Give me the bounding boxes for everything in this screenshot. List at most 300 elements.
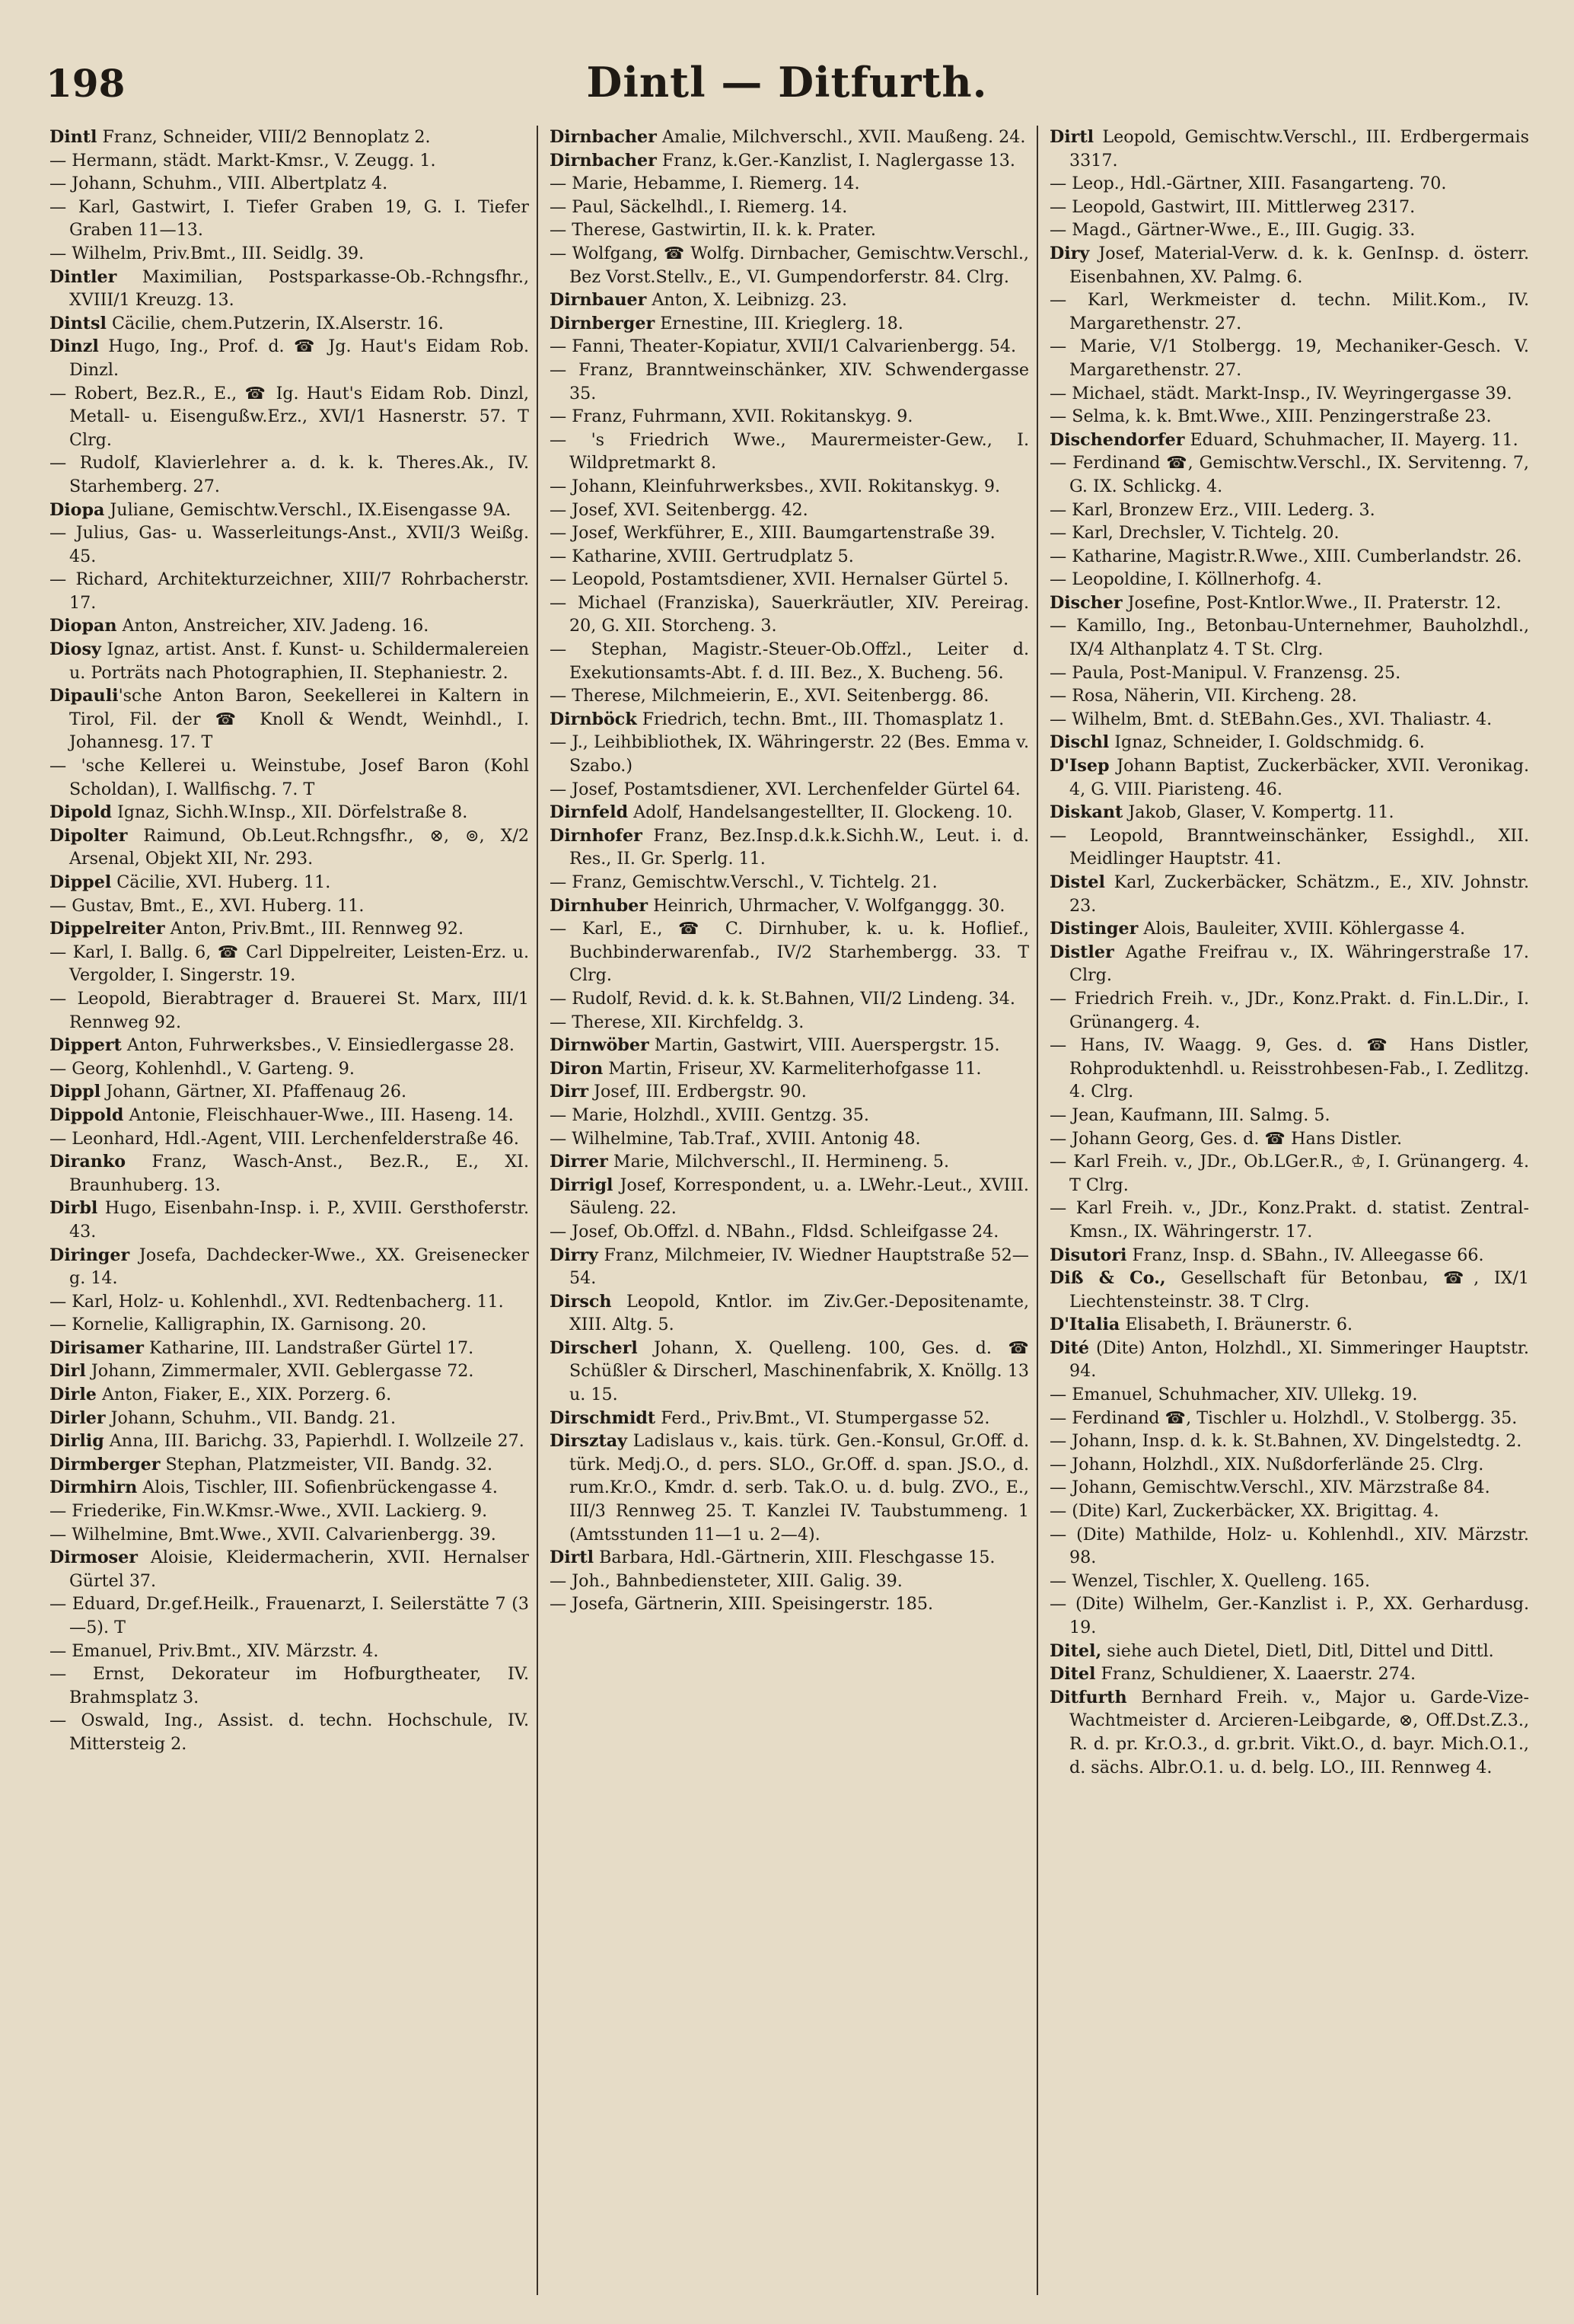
entry-text: Franz, Wasch-Anst., Bez.R., E., XI. Braunhuberg. 13. <box>69 1152 529 1195</box>
entry-text: — Josef, Ob.Offzl. d. NBahn., Fldsd. Schleifgasse 24. <box>550 1221 999 1242</box>
entry-surname: Dirrigl <box>550 1175 613 1195</box>
entry-surname: Dippold <box>49 1105 124 1125</box>
directory-entry <box>1050 1034 1529 1104</box>
page-number: 198 <box>46 61 126 106</box>
entry-text: Adolf, Handelsangestellter, II. Glockeng. 10. <box>628 802 1013 823</box>
entry-surname: Dirmberger <box>49 1454 161 1474</box>
entry-text: — Ernst, Dekorateur im Hofburgtheater, IV. Brahmsplatz 3. <box>49 1664 529 1707</box>
entry-surname: Diry <box>1050 243 1090 263</box>
directory-entry <box>550 638 1029 684</box>
entry-text: Ferd., Priv.Bmt., VI. Stumpergasse 52. <box>655 1407 990 1428</box>
entry-surname: Dirnbauer <box>550 290 647 311</box>
directory-entry <box>1050 499 1529 522</box>
entry-surname: Dirnhuber <box>550 895 648 916</box>
column-divider <box>1037 126 1038 2295</box>
entry-text: Ernestine, III. Krieglerg. 18. <box>655 313 903 333</box>
directory-entry <box>550 172 1029 196</box>
entry-surname: Dirr <box>550 1082 589 1102</box>
entry-text: — (Dite) Mathilde, Holz- u. Kohlenhdl., XIV. Märzstr. 98. <box>1050 1524 1529 1568</box>
entry-text: Gesellschaft für Betonbau, ☎, IX/1 Liechtensteinstr. 38. T Clrg. <box>1069 1268 1529 1312</box>
directory-entry <box>550 126 1029 149</box>
entry-surname: Dirle <box>49 1385 97 1405</box>
entry-text: — Wenzel, Tischler, X. Quelleng. 165. <box>1050 1570 1371 1591</box>
entry-text: — Selma, k. k. Bmt.Wwe., XIII. Penzingerstraße 23. <box>1050 406 1492 427</box>
entry-text: — Eduard, Dr.gef.Heilk., Frauenarzt, I. Seilerstätte 7 (3—5). T <box>49 1594 529 1637</box>
entry-surname: Ditel, <box>1050 1640 1102 1661</box>
directory-entry <box>49 871 529 894</box>
directory-entry <box>49 1360 529 1383</box>
directory-entry <box>550 1546 1029 1570</box>
entry-surname: Dipold <box>49 802 112 823</box>
directory-entry <box>1050 871 1529 917</box>
entry-text: Stephan, Platzmeister, VII. Bandg. 32. <box>160 1454 493 1474</box>
directory-entry <box>49 824 529 871</box>
entry-text: Cäcilie, chem.Putzerin, IX.Alserstr. 16. <box>106 313 444 333</box>
entry-surname: Dirbl <box>49 1198 98 1219</box>
entry-surname: Diron <box>550 1058 604 1079</box>
entry-text: — (Dite) Karl, Zuckerbäcker, XX. Brigittag. 4. <box>1050 1501 1439 1522</box>
entry-text: Eduard, Schuhmacher, II. Mayerg. 11. <box>1184 429 1518 450</box>
entry-text: — Gustav, Bmt., E., XVI. Huberg. 11. <box>49 895 365 916</box>
entry-text: — Karl Freih. v., JDr., Ob.LGer.R., ♔, I. Grünangerg. 4. T Clrg. <box>1050 1152 1529 1195</box>
directory-entry <box>1050 1337 1529 1383</box>
directory-entry <box>1050 591 1529 615</box>
entry-text: — Richard, Architekturzeichner, XIII/7 Rohrbacherstr. 17. <box>49 569 529 613</box>
directory-entry <box>49 1337 529 1360</box>
directory-entry <box>1050 917 1529 941</box>
directory-entry <box>49 1290 529 1314</box>
directory-entry <box>550 242 1029 289</box>
entry-text: — Karl, Holz- u. Kohlenhdl., XVI. Redtenbacherg. 11. <box>49 1291 504 1312</box>
entry-surname: Dirisamer <box>49 1337 144 1358</box>
entry-text: — Leonhard, Hdl.-Agent, VIII. Lerchenfelderstraße 46. <box>49 1128 519 1149</box>
entry-text: — Paul, Säckelhdl., I. Riemerg. 14. <box>550 196 848 217</box>
entry-surname: Dirmoser <box>49 1548 138 1568</box>
entry-text: Anton, Fiaker, E., XIX. Porzerg. 6. <box>96 1385 392 1405</box>
entry-text: Aloisie, Kleidermacherin, XVII. Hernalser Gürtel 37. <box>69 1548 529 1591</box>
entry-text: 'sche Anton Baron, Seekellerei in Kaltern in Tirol, Fil. der ☎ Knoll & Wendt, Weinhdl., I. Johannesg. 17. T <box>69 686 529 753</box>
entry-text: Martin, Friseur, XV. Karmeliterhofgasse 11. <box>603 1058 982 1079</box>
entry-text: Hugo, Ing., Prof. d. ☎ Jg. Haut's Eidam Rob. Dinzl. <box>69 336 529 380</box>
entry-surname: Diopa <box>49 499 105 520</box>
entry-text: — J., Leihbibliothek, IX. Währingerstr. 22 (Bes. Emma v. Szabo.) <box>550 732 1029 776</box>
entry-text: — Stephan, Magistr.-Steuer-Ob.Offzl., Leiter d. Exekutionsamts-Abt. f. d. III. Bez., X. Bucheng. 56. <box>550 639 1029 683</box>
entry-text: — Karl, I. Ballg. 6, ☎ Carl Dippelreiter, Leisten-Erz. u. Vergolder, I. Singerstr. 19. <box>49 942 529 986</box>
directory-entry <box>1050 941 1529 987</box>
directory-entry <box>49 382 529 452</box>
directory-entry <box>550 1174 1029 1220</box>
entry-surname: Dirnböck <box>550 709 637 729</box>
directory-entry <box>1050 568 1529 591</box>
directory-entry <box>550 289 1029 312</box>
directory-entry <box>49 1057 529 1081</box>
directory-entry <box>1050 661 1529 685</box>
entry-text: — Magd., Gärtner-Wwe., E., III. Gugig. 33. <box>1050 220 1416 241</box>
directory-entry <box>1050 405 1529 429</box>
directory-entry <box>550 1407 1029 1430</box>
entry-surname: Diß & Co., <box>1050 1268 1166 1289</box>
directory-entry <box>1050 521 1529 545</box>
entry-text: Josef, III. Erdbergstr. 90. <box>588 1082 807 1102</box>
entry-text: — Katharine, XVIII. Gertrudplatz 5. <box>550 546 854 566</box>
entry-text: — Emanuel, Schuhmacher, XIV. Ullekg. 19. <box>1050 1385 1418 1405</box>
entry-text: — Josef, XVI. Seitenbergg. 42. <box>550 499 808 520</box>
directory-entry <box>49 149 529 173</box>
entry-surname: Dirnhofer <box>550 825 642 846</box>
directory-entry <box>1050 1407 1529 1430</box>
entry-text: Hugo, Eisenbahn-Insp. i. P., XVIII. Gersthoferstr. 43. <box>69 1198 529 1242</box>
entry-text: — Franz, Gemischtw.Verschl., V. Tichtelg. 21. <box>550 872 938 892</box>
directory-entry <box>550 218 1029 242</box>
entry-text: — Leop., Hdl.-Gärtner, XIII. Fasangarteng. 70. <box>1050 174 1447 194</box>
directory-entry <box>1050 1453 1529 1477</box>
entry-text: — Rudolf, Klavierlehrer a. d. k. k. Theres.Ak., IV. Starhemberg. 27. <box>49 453 529 496</box>
entry-text: — Karl Freih. v., JDr., Konz.Prakt. d. statist. Zentral-Kmsn., IX. Währingerstr. 17. <box>1050 1198 1529 1242</box>
directory-entry <box>49 126 529 149</box>
directory-entry <box>49 1453 529 1477</box>
directory-entry <box>49 1592 529 1639</box>
directory-entry <box>550 1220 1029 1244</box>
entry-text: — 'sche Kellerei u. Weinstube, Josef Baron (Kohl Scholdan), I. Wallfischg. 7. T <box>49 756 529 799</box>
directory-entry <box>550 1150 1029 1174</box>
directory-entry <box>49 1640 529 1663</box>
entry-surname: Dippert <box>49 1035 122 1056</box>
directory-entry <box>550 1337 1029 1407</box>
column-3 <box>1050 126 1529 2303</box>
entry-surname: D'Isep <box>1050 756 1110 776</box>
directory-entry <box>550 871 1029 894</box>
entry-surname: Dintler <box>49 266 117 287</box>
directory-entry <box>550 429 1029 475</box>
entry-text: — Franz, Branntweinschänker, XIV. Schwendergasse 35. <box>550 359 1029 403</box>
entry-text: — Fanni, Theater-Kopiatur, XVII/1 Calvarienbergg. 54. <box>550 336 1016 357</box>
directory-entry <box>1050 382 1529 406</box>
entry-text: Alois, Tischler, III. Sofienbrückengasse 4. <box>137 1478 498 1498</box>
entry-text: — Katharine, Magistr.R.Wwe., XIII. Cumberlandstr. 26. <box>1050 546 1522 566</box>
page-header <box>0 53 1574 129</box>
column-2 <box>550 126 1029 2303</box>
directory-entry <box>49 172 529 196</box>
entry-text: — Marie, V/1 Stolbergg. 19, Mechaniker-Gesch. V. Margarethenstr. 27. <box>1050 336 1529 380</box>
entry-text: — Paula, Post-Manipul. V. Franzensg. 25. <box>1050 662 1401 683</box>
directory-entry <box>550 801 1029 824</box>
directory-entry <box>550 1080 1029 1104</box>
entry-text: — Wilhelmine, Tab.Traf., XVIII. Antonig 48. <box>550 1128 921 1149</box>
entry-surname: Dirschmidt <box>550 1407 656 1428</box>
directory-entry <box>49 499 529 522</box>
directory-entry <box>550 1034 1029 1057</box>
entry-surname: Dischendorfer <box>1050 429 1185 450</box>
entry-text: — Georg, Kohlenhdl., V. Garteng. 9. <box>49 1058 355 1079</box>
directory-entry <box>1050 754 1529 801</box>
entry-text: Leopold, Gemischtw.Verschl., III. Erdbergermais 3317. <box>1069 127 1529 171</box>
entry-text: Franz, Schneider, VIII/2 Bennoplatz 2. <box>97 127 431 147</box>
entry-text: Raimund, Ob.Leut.Rchngsfhr., ⊗, ⊚, X/2 Arsenal, Objekt XII, Nr. 293. <box>69 825 529 869</box>
directory-entry <box>49 1127 529 1151</box>
entry-text: Johann Baptist, Zuckerbäcker, XVII. Veronikag. 4, G. VIII. Piaristeng. 46. <box>1069 756 1529 799</box>
column-divider <box>537 126 538 2295</box>
entry-surname: Dirsch <box>550 1291 612 1312</box>
entry-text: — Wilhelmine, Bmt.Wwe., XVII. Calvarienbergg. 39. <box>49 1524 496 1545</box>
entry-text: — Ferdinand ☎, Gemischtw.Verschl., IX. Servitenng. 7, G. IX. Schlickg. 4. <box>1050 453 1529 496</box>
entry-text: — Wilhelm, Priv.Bmt., III. Seidlg. 39. <box>49 243 365 263</box>
directory-entry <box>1050 1150 1529 1197</box>
entry-surname: Dischl <box>1050 732 1110 753</box>
entry-text: — Johann, Gemischtw.Verschl., XIV. Märzstraße 84. <box>1050 1478 1490 1498</box>
directory-entry <box>1050 731 1529 754</box>
entry-surname: D'Italia <box>1050 1315 1120 1335</box>
entry-text: — Kamillo, Ing., Betonbau-Unternehmer, Bauholzhdl., IX/4 Althanplatz 4. T St. Clrg. <box>1050 616 1529 660</box>
entry-surname: Dipolter <box>49 825 128 846</box>
directory-entry <box>550 359 1029 405</box>
entry-surname: Discher <box>1050 592 1123 613</box>
entry-text: — Leopold, Bierabtrager d. Brauerei St. Marx, III/1 Rennweg 92. <box>49 988 529 1032</box>
directory-entry <box>49 1383 529 1407</box>
entry-surname: Dippl <box>49 1082 101 1102</box>
directory-entry <box>550 475 1029 499</box>
directory-entry <box>1050 1523 1529 1570</box>
directory-entry <box>1050 824 1529 871</box>
entry-text: Leopold, Kntlor. im Ziv.Ger.-Depositenamte, XIII. Altg. 5. <box>569 1291 1029 1335</box>
directory-entry <box>550 499 1029 522</box>
entry-text: Anna, III. Barichg. 33, Papierhdl. I. Wollzeile 27. <box>104 1431 524 1452</box>
directory-entry <box>49 1150 529 1197</box>
entry-text: Franz, Bez.Insp.d.k.k.Sichh.W., Leut. i. d. Res., II. Gr. Sperlg. 11. <box>569 825 1029 869</box>
directory-entry <box>49 1104 529 1127</box>
entry-text: — Josef, Postamtsdiener, XVI. Lerchenfelder Gürtel 64. <box>550 779 1021 799</box>
entry-text: — Johann, Kleinfuhrwerksbes., XVII. Rokitanskyg. 9. <box>550 476 1001 496</box>
entry-text: Ignaz, artist. Anst. f. Kunst- u. Schildermalereien u. Porträts nach Photographien, II. Stephaniestr. 2. <box>69 639 529 683</box>
directory-entry <box>49 1476 529 1500</box>
directory-entry <box>550 335 1029 359</box>
entry-text: — Johann, Insp. d. k. k. St.Bahnen, XV. Dingelstedtg. 2. <box>1050 1431 1522 1452</box>
directory-entry <box>1050 289 1529 335</box>
directory-entry <box>1050 1686 1529 1779</box>
directory-entry <box>49 987 529 1034</box>
entry-text: Franz, Insp. d. SBahn., IV. Alleegasse 66. <box>1126 1245 1484 1265</box>
directory-entry <box>550 1104 1029 1127</box>
entry-surname: Ditfurth <box>1050 1687 1127 1707</box>
entry-text: Josefine, Post-Kntlor.Wwe., II. Praterstr. 12. <box>1122 592 1502 613</box>
entry-text: — Kornelie, Kalligraphin, IX. Garnisong. 20. <box>49 1315 427 1335</box>
entry-surname: Dintsl <box>49 313 107 333</box>
directory-entry <box>49 1663 529 1709</box>
directory-entry <box>550 1011 1029 1034</box>
entry-text: — Johann, Holzhdl., XIX. Nußdorferlände 25. Clrg. <box>1050 1454 1484 1474</box>
directory-entry <box>49 894 529 918</box>
directory-entry <box>550 196 1029 219</box>
directory-entry <box>1050 451 1529 498</box>
directory-entry <box>49 1407 529 1430</box>
directory-entry <box>49 196 529 242</box>
directory-entry <box>49 1709 529 1755</box>
directory-entry <box>550 987 1029 1011</box>
entry-surname: Dirnbacher <box>550 127 657 147</box>
directory-entry <box>550 405 1029 429</box>
directory-entry <box>49 1523 529 1547</box>
directory-entry <box>49 1313 529 1337</box>
directory-entry <box>1050 1197 1529 1243</box>
entry-surname: Dirnberger <box>550 313 655 333</box>
directory-entry <box>49 754 529 801</box>
directory-entry <box>49 242 529 266</box>
entry-surname: Dirtl <box>550 1548 594 1568</box>
entry-surname: Dirsztay <box>550 1431 627 1452</box>
directory-entry <box>1050 1383 1529 1407</box>
entry-text: — Franz, Fuhrmann, XVII. Rokitanskyg. 9. <box>550 406 913 427</box>
entry-text: siehe auch Dietel, Dietl, Ditl, Dittel und Dittl. <box>1101 1640 1494 1661</box>
directory-entry <box>49 684 529 754</box>
entry-text: — Johann, Schuhm., VIII. Albertplatz 4. <box>49 174 388 194</box>
directory-entry <box>49 917 529 941</box>
directory-entry <box>550 1592 1029 1616</box>
entry-text: — Karl, E., ☎ C. Dirnhuber, k. u. k. Hoflief., Buchbinderwarenfab., IV/2 Starhembergg. 33. T Clrg. <box>550 919 1029 986</box>
entry-surname: Distinger <box>1050 919 1139 939</box>
directory-entry <box>1050 987 1529 1034</box>
directory-entry <box>550 591 1029 638</box>
entry-text: Ladislaus v., kais. türk. Gen.-Konsul, Gr.Off. d. türk. Medj.O., d. pers. SLO., Gr.Off. d. span. JS.O., d. rum.Kr.O., Kmdr. d. serb. Tak.O. u. d. bulg. ZVO., E., III/3 Rennweg 25. T. Kanzlei IV. Taubstummeng. 1 (Amtsstunden 11—1 u. 2—4). <box>569 1431 1029 1545</box>
entry-text: Juliane, Gemischtw.Verschl., IX.Eisengasse 9A. <box>104 499 511 520</box>
entry-text: — Therese, Milchmeierin, E., XVI. Seitenbergg. 86. <box>550 686 989 706</box>
directory-entry <box>550 731 1029 777</box>
entry-surname: Diopan <box>49 616 117 636</box>
entry-text: — Julius, Gas- u. Wasserleitungs-Anst., XVII/3 Weißg. 45. <box>49 523 529 566</box>
directory-entry <box>550 917 1029 987</box>
directory-entry <box>49 1197 529 1243</box>
directory-entry <box>1050 708 1529 732</box>
entry-surname: Dité <box>1050 1337 1090 1358</box>
directory-entry <box>1050 429 1529 452</box>
entry-text: — Leopoldine, I. Köllnerhofg. 4. <box>1050 569 1322 590</box>
entry-surname: Ditel <box>1050 1664 1096 1685</box>
directory-entry <box>1050 1476 1529 1500</box>
directory-entry <box>1050 801 1529 824</box>
column-1 <box>49 126 529 2303</box>
entry-text: Josef, Korrespondent, u. a. LWehr.-Leut., XVIII. Säuleng. 22. <box>569 1175 1029 1219</box>
entry-text: Josef, Material-Verw. d. k. k. GenInsp. d. österr. Eisenbahnen, XV. Palmg. 6. <box>1069 243 1529 287</box>
entry-text: Anton, X. Leibnizg. 23. <box>646 290 848 311</box>
entry-text: — Joh., Bahnbediensteter, XIII. Galig. 39. <box>550 1570 903 1591</box>
entry-text: — Wilhelm, Bmt. d. StEBahn.Ges., XVI. Thaliastr. 4. <box>1050 709 1493 729</box>
directory-entry <box>49 1080 529 1104</box>
entry-text: — Karl, Werkmeister d. techn. Milit.Kom., IV. Margarethenstr. 27. <box>1050 290 1529 333</box>
entry-text: Johann, Gärtner, XI. Pfaffenaug 26. <box>100 1082 407 1102</box>
directory-entry <box>1050 614 1529 661</box>
entry-text: Anton, Anstreicher, XIV. Jadeng. 16. <box>116 616 429 636</box>
entry-surname: Dirrer <box>550 1152 608 1172</box>
entry-text: Agathe Freifrau v., IX. Währingerstraße 17. Clrg. <box>1069 942 1529 986</box>
entry-text: Elisabeth, I. Bräunerstr. 6. <box>1120 1315 1353 1335</box>
entry-text: — Michael (Franziska), Sauerkräutler, XIV. Pereirag. 20, G. XII. Storcheng. 3. <box>550 592 1029 636</box>
entry-text: Maximilian, Postsparkasse-Ob.-Rchngsfhr., XVIII/1 Kreuzg. 13. <box>69 266 529 311</box>
directory-entry <box>1050 1267 1529 1313</box>
entry-text: — Therese, Gastwirtin, II. k. k. Prater. <box>550 220 876 241</box>
entry-text: — Johann Georg, Ges. d. ☎ Hans Distler. <box>1050 1128 1403 1149</box>
entry-text: — Ferdinand ☎, Tischler u. Holzhdl., V. Stolbergg. 35. <box>1050 1407 1518 1428</box>
directory-entry <box>550 312 1029 336</box>
entry-text: — Jean, Kaufmann, III. Salmg. 5. <box>1050 1105 1330 1125</box>
directory-entry <box>550 1057 1029 1081</box>
directory-entry <box>550 1570 1029 1593</box>
directory-entry <box>1050 242 1529 289</box>
directory-entry <box>550 1290 1029 1337</box>
entry-text: — Emanuel, Priv.Bmt., XIV. Märzstr. 4. <box>49 1640 379 1661</box>
entry-text: Johann, X. Quelleng. 100, Ges. d. ☎ Schüßler & Dirscherl, Maschinenfabrik, X. Knöllg. 13 u. 15. <box>569 1337 1029 1405</box>
directory-entry <box>1050 335 1529 381</box>
directory-entry <box>550 778 1029 802</box>
entry-text: Martin, Gastwirt, VIII. Auerspergstr. 15. <box>648 1035 1000 1056</box>
entry-text: — Karl, Bronzew Erz., VIII. Lederg. 3. <box>1050 499 1375 520</box>
entry-text: — Therese, XII. Kirchfeldg. 3. <box>550 1012 805 1032</box>
entry-text: Josefa, Dachdecker-Wwe., XX. Greisenecker g. 14. <box>69 1245 529 1289</box>
entry-text: — Friedrich Freih. v., JDr., Konz.Prakt. d. Fin.L.Dir., I. Grünangerg. 4. <box>1050 988 1529 1032</box>
directory-entry <box>550 1244 1029 1290</box>
entry-text: — Marie, Hebamme, I. Riemerg. 14. <box>550 174 860 194</box>
directory-entry <box>49 614 529 638</box>
directory-entry <box>1050 1244 1529 1267</box>
entry-surname: Distel <box>1050 872 1105 892</box>
directory-entry <box>49 521 529 568</box>
directory-entry <box>49 941 529 987</box>
entry-surname: Dirler <box>49 1407 106 1428</box>
entry-text: Cäcilie, XVI. Huberg. 11. <box>111 872 331 892</box>
entry-text: Franz, Milchmeier, IV. Wiedner Hauptstraße 52—54. <box>569 1245 1029 1289</box>
entry-text: Ignaz, Schneider, I. Goldschmidg. 6. <box>1109 732 1425 753</box>
directory-entry <box>550 521 1029 545</box>
entry-surname: Dippelreiter <box>49 919 165 939</box>
entry-text: — Leopold, Branntweinschänker, Essighdl., XII. Meidlinger Hauptstr. 41. <box>1050 825 1529 869</box>
entry-surname: Dirnbacher <box>550 150 657 171</box>
directory-entry <box>550 545 1029 569</box>
entry-text: Ignaz, Sichh.W.Insp., XII. Dörfelstraße 8. <box>111 802 468 823</box>
entry-text: — Oswald, Ing., Assist. d. techn. Hochschule, IV. Mittersteig 2. <box>49 1710 529 1754</box>
entry-surname: Dirl <box>49 1361 86 1382</box>
directory-entry <box>49 335 529 381</box>
entry-text: Karl, Zuckerbäcker, Schätzm., E., XIV. Johnstr. 23. <box>1069 872 1529 916</box>
directory-entry <box>1050 172 1529 196</box>
entry-surname: Dinzl <box>49 336 99 357</box>
entry-text: — Karl, Drechsler, V. Tichtelg. 20. <box>1050 523 1340 544</box>
entry-text: — Wolfgang, ☎ Wolfg. Dirnbacher, Gemischtw.Verschl., Bez Vorst.Stellv., E., VI. Gumpendorferstr. 84. Clrg. <box>550 243 1029 287</box>
directory-entry <box>49 1430 529 1453</box>
entry-text: Jakob, Glaser, V. Kompertg. 11. <box>1123 802 1394 823</box>
directory-entry <box>1050 1104 1529 1127</box>
directory-entry <box>550 824 1029 871</box>
entry-text: — Rosa, Näherin, VII. Kircheng. 28. <box>1050 686 1357 706</box>
directory-entry <box>550 684 1029 708</box>
entry-surname: Dirscherl <box>550 1337 638 1358</box>
directory-entry <box>1050 1570 1529 1593</box>
directory-entry <box>1050 1500 1529 1523</box>
entry-surname: Diranko <box>49 1152 126 1172</box>
directory-entry <box>1050 545 1529 569</box>
entry-text: — Hans, IV. Waagg. 9, Ges. d. ☎ Hans Distler, Rohproduktenhdl. u. Reisstrohbesen-Fab., I. Zedlitzg. 4. Clrg. <box>1050 1035 1529 1102</box>
entry-surname: Dippel <box>49 872 112 892</box>
directory-entry <box>49 451 529 498</box>
entry-text: Amalie, Milchverschl., XVII. Maußeng. 24. <box>656 127 1026 147</box>
entry-text: Alois, Bauleiter, XVIII. Köhlergasse 4. <box>1138 919 1466 939</box>
entry-text: Anton, Fuhrwerksbes., V. Einsiedlergasse 28. <box>121 1035 515 1056</box>
directory-entry <box>550 708 1029 732</box>
entry-text: — Leopold, Postamtsdiener, XVII. Hernalser Gürtel 5. <box>550 569 1009 590</box>
directory-entry <box>550 894 1029 918</box>
entry-surname: Diringer <box>49 1245 130 1265</box>
entry-text: — Michael, städt. Markt-Insp., IV. Weyringergasse 39. <box>1050 383 1512 403</box>
directory-entry <box>550 568 1029 591</box>
entry-text: Katharine, III. Landstraßer Gürtel 17. <box>143 1337 474 1358</box>
entry-text: — Robert, Bez.R., E., ☎ Ig. Haut's Eidam Rob. Dinzl, Metall- u. Eisengußw.Erz., XVI/1 Hasnerstr. 57. T Clrg. <box>49 383 529 450</box>
directory-entry <box>1050 196 1529 219</box>
